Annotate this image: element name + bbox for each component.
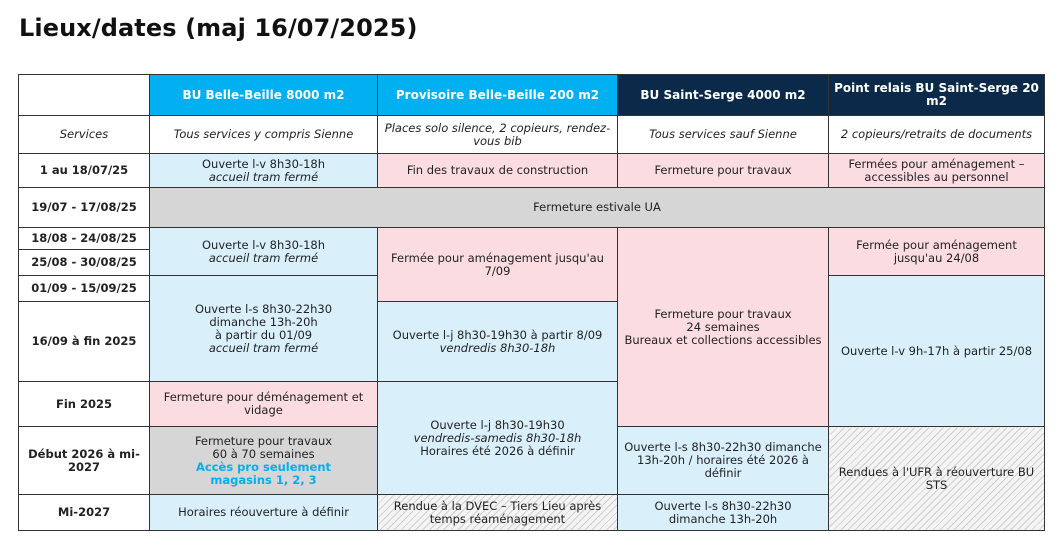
cell-text: 60 à 70 semaines [212, 446, 315, 461]
cell-pr-r8: Rendues à l'UFR à réouverture BU STS [829, 427, 1045, 531]
cell-text: Fermeture pour travaux [654, 306, 792, 321]
cell-bb-r8 [150, 427, 378, 495]
cell-ss-r9 [618, 495, 829, 531]
cell-text: Bureaux et collections accessibles [624, 332, 822, 347]
header-bu-belle-beille: BU Belle-Beille 8000 m2 [150, 75, 378, 116]
cell-text-accent: magasins 1, 2, 3 [210, 472, 317, 487]
cell-bb-r7: Fermeture pour déménagement et vidage [150, 382, 378, 427]
schedule-table [18, 74, 1045, 531]
cell-bb-r1 [150, 154, 378, 188]
cell-ss-r1: Fermeture pour travaux [618, 154, 829, 188]
cell-prov-r7 [378, 382, 618, 495]
cell-text: à partir du 01/09 [214, 327, 313, 342]
cell-text: Fermeture pour travaux [194, 433, 333, 448]
page-title: Lieux/dates (maj 16/07/2025) [19, 14, 418, 42]
cell-prov-r6 [378, 302, 618, 382]
date-cell: Mi-2027 [19, 495, 150, 531]
cell-text: vendredis-samedis 8h30-18h [413, 430, 582, 445]
cell-text: Ouverte l-v 8h30-18h [202, 156, 325, 171]
cell-text: Ouverte l-s 8h30-22h30 [194, 301, 333, 316]
cell-text: accueil tram fermé [208, 250, 319, 265]
table-row [19, 154, 1045, 188]
header-bu-saint-serge: BU Saint-Serge 4000 m2 [618, 75, 829, 116]
date-cell: 1 au 18/07/25 [19, 154, 150, 188]
cell-text: accueil tram fermé [208, 340, 319, 355]
cell-text-accent: Accès pro seulement [195, 459, 332, 474]
table-row [19, 228, 1045, 250]
header-row [19, 75, 1045, 116]
table-row [19, 188, 1045, 228]
services-provisoire: Places solo silence, 2 copieurs, rendez-vous bib [378, 116, 618, 154]
cell-bb-r3 [150, 228, 378, 276]
header-corner [19, 75, 150, 116]
services-label: Services [19, 116, 150, 154]
cell-prov-r9: Rendue à la DVEC – Tiers Lieu après temps réaménagement [378, 495, 618, 531]
cell-ss-r3 [618, 228, 829, 427]
header-provisoire: Provisoire Belle-Beille 200 m2 [378, 75, 618, 116]
cell-ss-r8: Ouverte l-s 8h30-22h30 dimanche 13h-20h / horaires été 2026 à définir [618, 427, 829, 495]
cell-text: Ouverte l-j 8h30-19h30 [430, 417, 565, 432]
services-bu-belle-beille: Tous services y compris Sienne [150, 116, 378, 154]
cell-text: dimanche 13h-20h [209, 314, 318, 329]
cell-pr-r4: Ouverte l-v 9h-17h à partir 25/08 [829, 276, 1045, 427]
header-point-relais: Point relais BU Saint-Serge 20 m2 [829, 75, 1045, 116]
cell-text: Ouverte l-v 8h30-18h [202, 237, 325, 252]
services-bu-saint-serge: Tous services sauf Sienne [618, 116, 829, 154]
date-cell: 16/09 à fin 2025 [19, 302, 150, 382]
cell-text: vendredis 8h30-18h [439, 340, 556, 355]
cell-text: Ouverte l-j 8h30-19h30 à partir 8/09 [392, 327, 603, 342]
cell-text: 24 semaines [686, 319, 760, 334]
date-cell: 25/08 - 30/08/25 [19, 250, 150, 276]
cell-summer-closure: Fermeture estivale UA [150, 188, 1045, 228]
cell-text: Ouverte l-s 8h30-22h30 [654, 498, 792, 513]
date-cell: Fin 2025 [19, 382, 150, 427]
date-cell: 18/08 - 24/08/25 [19, 228, 150, 250]
cell-text: dimanche 13h-20h [668, 511, 778, 526]
cell-text: Horaires été 2026 à définir [420, 443, 575, 458]
date-cell: 19/07 - 17/08/25 [19, 188, 150, 228]
cell-text: accueil tram fermé [208, 169, 319, 184]
cell-prov-r3: Fermée pour aménagement jusqu'au 7/09 [378, 228, 618, 302]
cell-prov-r1: Fin des travaux de construction [378, 154, 618, 188]
cell-pr-r1: Fermées pour aménagement – accessibles au personnel [829, 154, 1045, 188]
date-cell: Début 2026 à mi-2027 [19, 427, 150, 495]
cell-bb-r9: Horaires réouverture à définir [150, 495, 378, 531]
cell-bb-r5 [150, 276, 378, 382]
services-row [19, 116, 1045, 154]
cell-pr-r3: Fermée pour aménagement jusqu'au 24/08 [829, 228, 1045, 276]
date-cell: 01/09 - 15/09/25 [19, 276, 150, 302]
services-point-relais: 2 copieurs/retraits de documents [829, 116, 1045, 154]
